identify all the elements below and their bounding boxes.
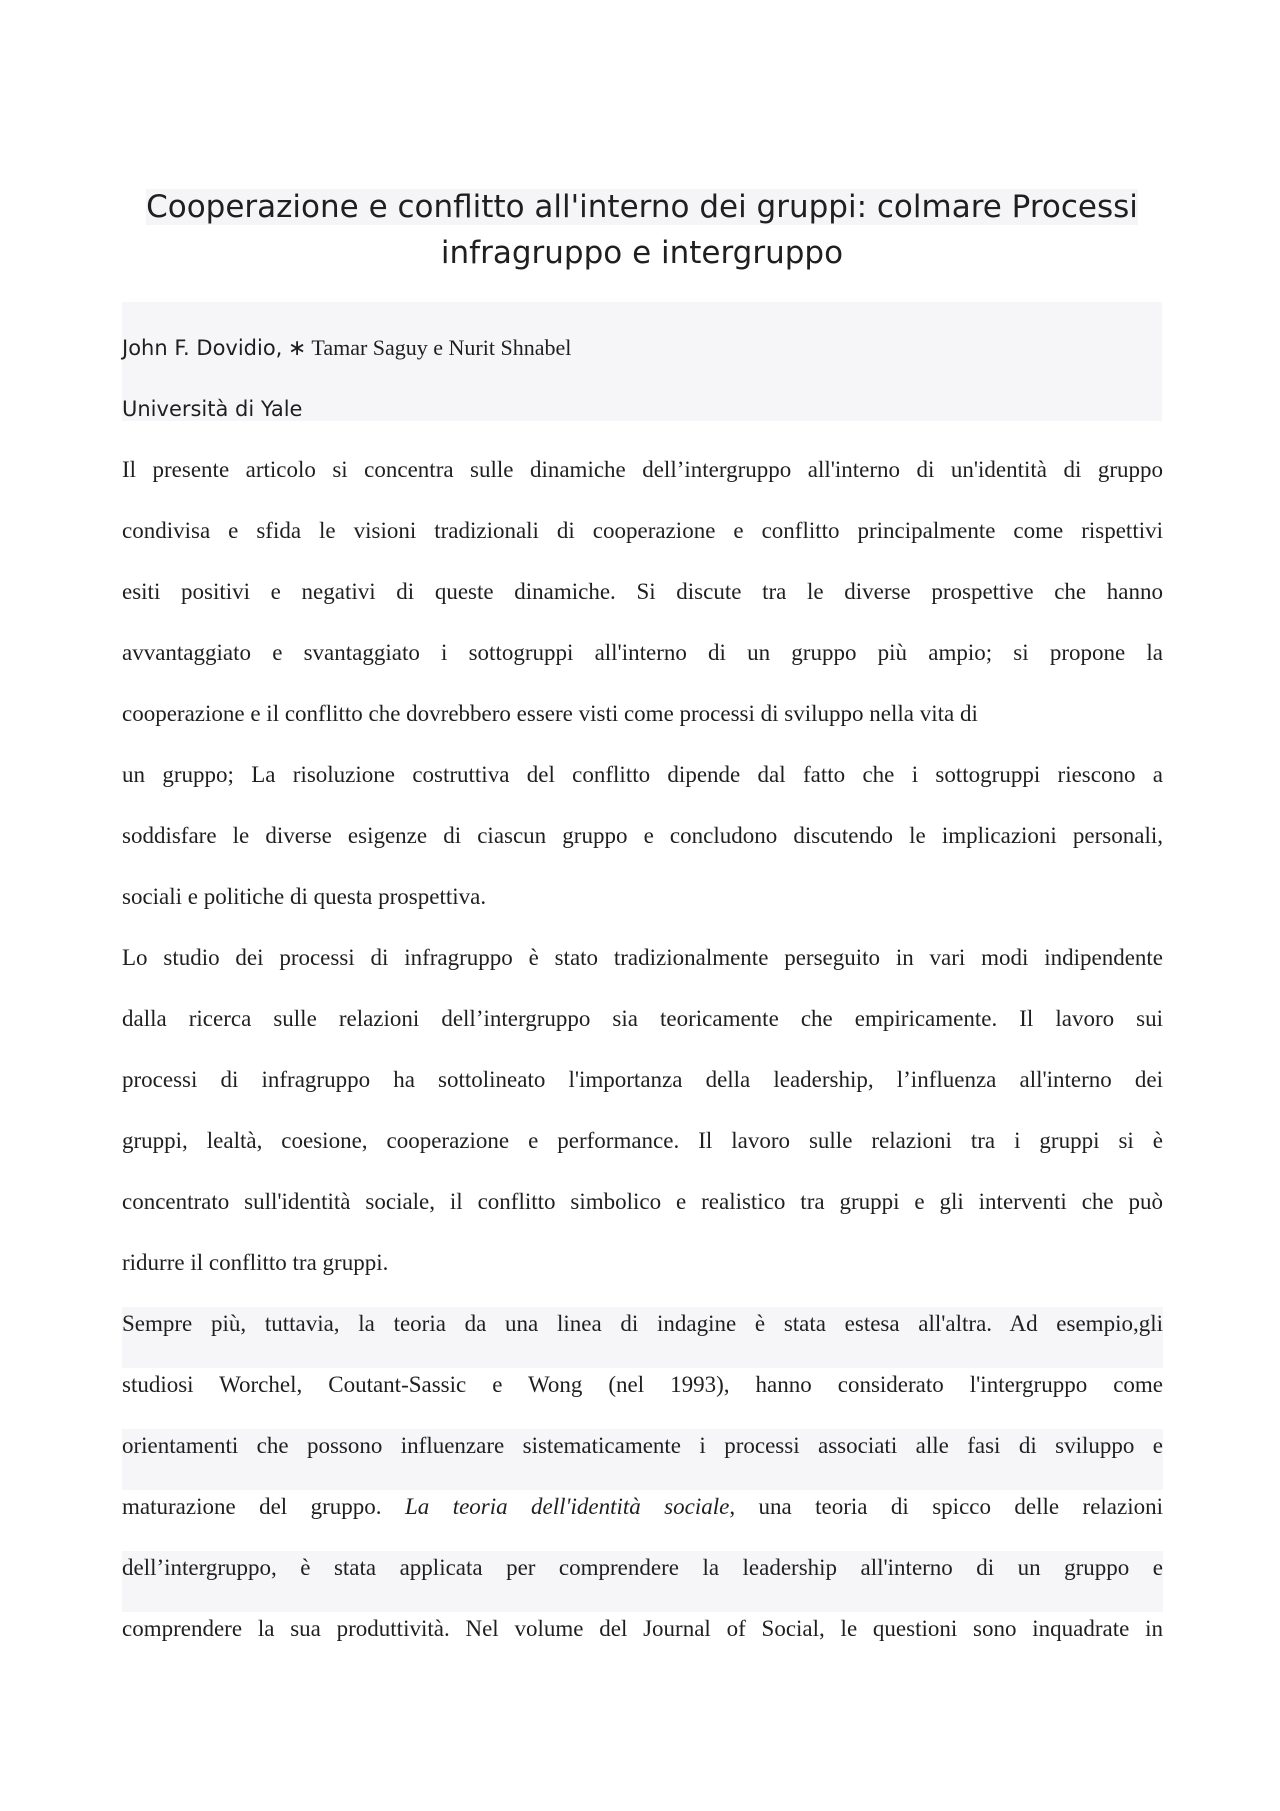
text-line: avvantaggiato e svantaggiato i sottogruppi all'interno di un gruppo più ampio; si propone la xyxy=(122,640,1163,665)
document-title xyxy=(122,184,1162,276)
text-segment: maturazione del gruppo. xyxy=(122,1494,405,1519)
text-line: cooperazione e il conflitto che dovrebbero essere visti come processi di sviluppo nella vita di xyxy=(122,701,978,726)
text-line: Il presente articolo si concentra sulle dinamiche dell’intergruppo all'interno di un'identità di gruppo xyxy=(122,457,1163,482)
co-authors: ∗ Tamar Saguy e Nurit Shnabel xyxy=(282,335,572,360)
text-line: dell’intergruppo, è stata applicata per comprendere la leadership all'interno di un gruppo e xyxy=(122,1551,1163,1612)
text-line: sociali e politiche di questa prospettiva. xyxy=(122,884,487,909)
text-line: dalla ricerca sulle relazioni dell’intergruppo sia teoricamente che empiricamente. Il lavoro sui xyxy=(122,1006,1163,1031)
first-author: John F. Dovidio, xyxy=(122,336,283,360)
text-line: gruppi, lealtà, coesione, cooperazione e performance. Il lavoro sulle relazioni tra i gruppi si è xyxy=(122,1128,1163,1153)
text-line-with-italic xyxy=(122,1490,1163,1551)
title-line-1: Cooperazione e conflitto all'interno dei gruppi: colmare Processi xyxy=(146,189,1138,225)
author-list xyxy=(122,332,571,364)
text-line: studiosi Worchel, Coutant-Sassic e Wong (nel 1993), hanno considerato l'intergruppo come xyxy=(122,1372,1163,1397)
text-segment: , una teoria di spicco delle relazioni xyxy=(729,1494,1163,1519)
text-line: soddisfare le diverse esigenze di ciascun gruppo e concludono discutendo le implicazioni personali, xyxy=(122,823,1163,848)
text-line: ridurre il conflitto tra gruppi. xyxy=(122,1250,389,1275)
title-line-2: infragruppo e intergruppo xyxy=(440,235,844,271)
text-line: concentrato sull'identità sociale, il conflitto simbolico e realistico tra gruppi e gli interventi che può xyxy=(122,1189,1163,1214)
text-line: condivisa e sfida le visioni tradizionali di cooperazione e conflitto principalmente come rispettivi xyxy=(122,518,1163,543)
document-body xyxy=(122,453,1163,1673)
text-line: orientamenti che possono influenzare sistematicamente i processi associati alle fasi di sviluppo e xyxy=(122,1429,1163,1490)
text-line: esiti positivi e negativi di queste dinamiche. Si discute tra le diverse prospettive che hanno xyxy=(122,579,1163,604)
text-line: comprendere la sua produttività. Nel volume del Journal of Social, le questioni sono inquadrate in xyxy=(122,1616,1163,1641)
text-line: Lo studio dei processi di infragruppo è stato tradizionalmente perseguito in vari modi indipendente xyxy=(122,945,1163,970)
italic-term: La teoria dell'identità sociale xyxy=(404,1494,730,1519)
text-line: un gruppo; La risoluzione costruttiva del conflitto dipende dal fatto che i sottogruppi riescono a xyxy=(122,762,1163,787)
affiliation: Università di Yale xyxy=(122,397,303,421)
text-line: processi di infragruppo ha sottolineato l'importanza della leadership, l’influenza all'interno dei xyxy=(122,1067,1163,1092)
text-line: Sempre più, tuttavia, la teoria da una linea di indagine è stata estesa all'altra. Ad esempio,gli xyxy=(122,1307,1163,1368)
